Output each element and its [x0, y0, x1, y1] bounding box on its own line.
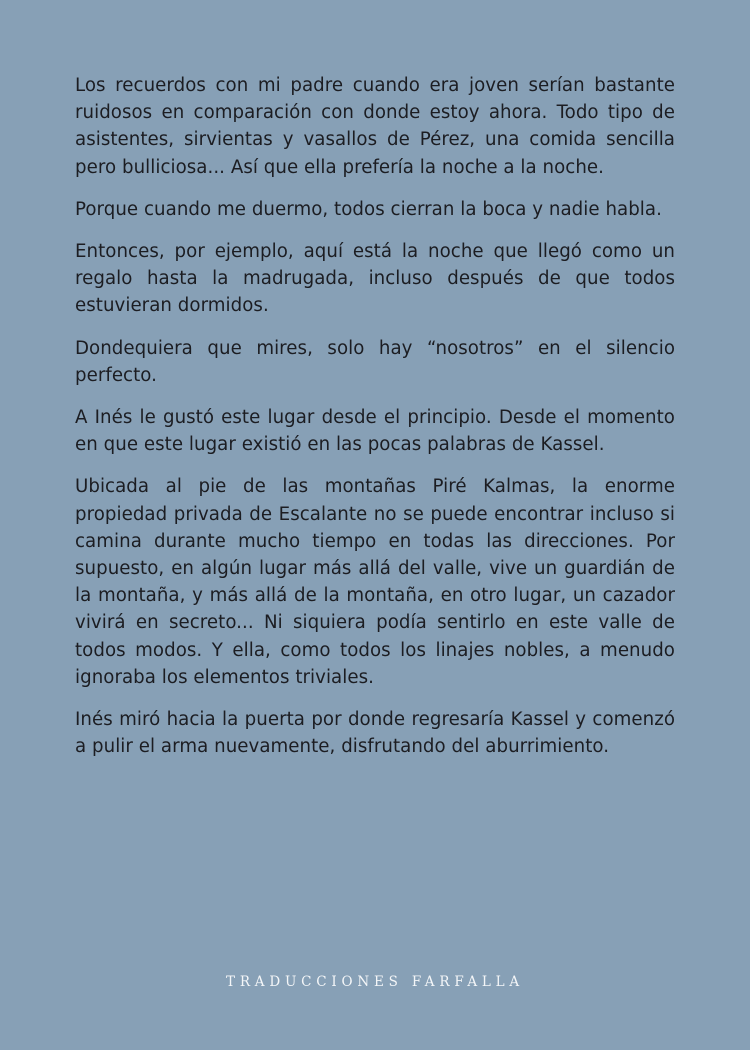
paragraph: Ubicada al pie de las montañas Piré Kalmas, la enorme propiedad privada de Escalante no se puede encontrar incluso si camina durante mucho tiempo en todas las direcciones. Por supuesto, en algún lugar más allá del valle, vive un guardián de la montaña, y más allá de la montaña, en otro lugar, un cazador vivirá en secreto... Ni siquiera podía sentirlo en este valle de todos modos. Y ella, como todos los linajes nobles, a menudo ignoraba los elementos triviales. [75, 476, 675, 688]
paragraph: Los recuerdos con mi padre cuando era joven serían bastante ruidosos en comparación con donde estoy ahora. Todo tipo de asistentes, sirvientas y vasallos de Pérez, una comida sencilla pero bulliciosa... Así que ella prefería la noche a la noche. [75, 75, 675, 178]
paragraph: Dondequiera que mires, solo hay “nosotros” en el silencio perfecto. [75, 337, 675, 386]
paragraph: Inés miró hacia la puerta por donde regresaría Kassel y comenzó a pulir el arma nuevamente, disfrutando del aburrimiento. [75, 709, 675, 758]
paragraph: Porque cuando me duermo, todos cierran la boca y nadie habla. [75, 198, 662, 220]
body-text [75, 72, 675, 775]
footer-credit: TRADUCCIONES FARFALLA [226, 974, 524, 990]
paragraph: Entonces, por ejemplo, aquí está la noche que llegó como un regalo hasta la madrugada, incluso después de que todos estuvieran dormidos. [75, 241, 675, 317]
paragraph: A Inés le gustó este lugar desde el principio. Desde el momento en que este lugar existió en las pocas palabras de Kassel. [75, 407, 675, 456]
